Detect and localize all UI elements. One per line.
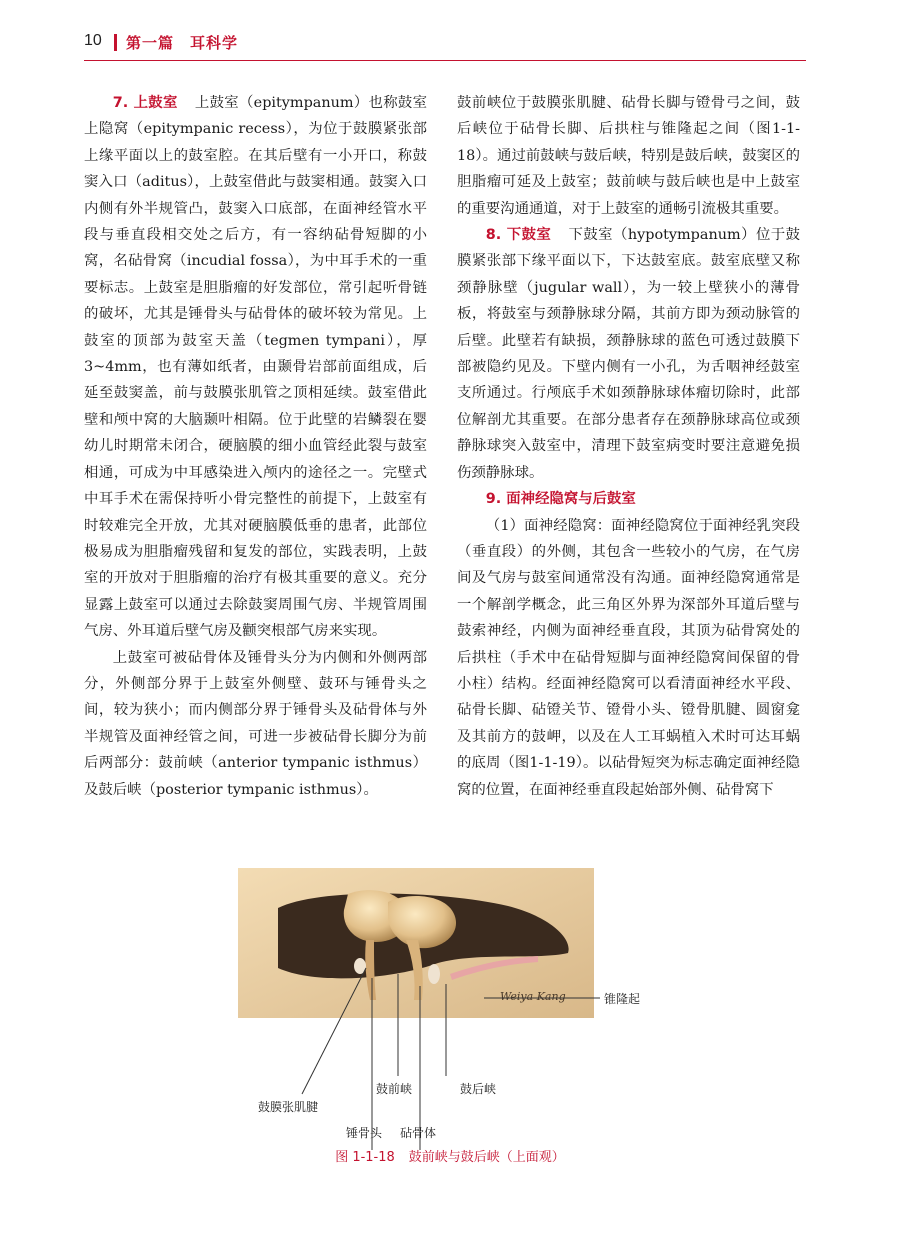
figure-1-1-18 (238, 868, 658, 1140)
artist-signature: Weiya Kang (500, 990, 566, 1003)
paragraph-hypotympanum (457, 222, 800, 486)
left-column (84, 90, 427, 803)
label-pyramidal-eminence: 锥隆起 (604, 992, 641, 1006)
paragraph-text: 上鼓室（epitympanum）也称鼓室上隐窝（epitympanic recess），为位于鼓膜紧张部上缘平面以上的鼓室腔。在其后壁有一小开口，称鼓窦入口（aditus），上鼓室借此与鼓窦相通。鼓窦入口内侧有外半规管凸，鼓窦入口底部，在面神经管水平段与垂直段相交处之后方，有一容纳砧骨短脚的小窝，名砧骨窝（incudial fossa），为中耳手术的一重要标志。上鼓室是胆脂瘤的好发部位，常引起听骨链的破坏，尤其是锤骨头与砧骨体的破坏较为常见。上鼓室的顶部为鼓室天盖（tegmen tympani），厚3~4mm，也有薄如纸者，由颞骨岩部前面组成，后延至鼓窦盖，前与鼓膜张肌管之顶相延续。鼓室借此壁和颅中窝的大脑颞叶相隔。位于此壁的岩鳞裂在婴幼儿时期常未闭合，硬脑膜的细小血管经此裂与鼓室相通，可成为中耳感染进入颅内的途径之一。完壁式中耳手术在需保持听小骨完整性的前提下，上鼓室有时较难完全开放，尤其对硬脑膜低垂的患者，此部位极易成为胆脂瘤残留和复发的部位，实践表明，上鼓室的开放对于胆脂瘤的治疗有极其重要的意义。充分显露上鼓室可以通过去除鼓窦周围气房、半规管周围气房、外耳道后壁气房及颧突根部气房来实现。 (84, 95, 427, 640)
paragraph-text: 下鼓室（hypotympanum）位于鼓膜紧张部下缘平面以下，下达鼓室底。鼓室底壁又称颈静脉壁（jugular wall），为一较上壁狭小的薄骨板，将鼓室与颈静脉球分隔，其前方即为颈动脉管的后壁。此壁若有缺损，颈静脉球的蓝色可透过鼓膜下部被隐约见及。下壁内侧有一小孔，为舌咽神经鼓室支所通过。行颅底手术如颈静脉球体瘤切除时，此部位解剖尤其重要。在部分患者存在颈静脉球高位或颈静脉球突入鼓室中，清理下鼓室病变时要注意避免损伤颈静脉球。 (457, 227, 800, 481)
leader-tensor (302, 968, 366, 1094)
label-posterior-isthmus: 鼓后峡 (460, 1082, 497, 1096)
header-rule (84, 60, 806, 61)
heading-facial-recess: 9. 面神经隐窝与后鼓室 (485, 491, 636, 508)
section-title: 第一篇 耳科学 (126, 34, 239, 52)
paragraph-epitympanum (84, 90, 427, 645)
label-malleus-head: 锤骨头 (346, 1126, 383, 1140)
paragraph-isthmus-continued: 鼓前峡位于鼓膜张肌腱、砧骨长脚与镫骨弓之间，鼓后峡位于砧骨长脚、后拱柱与锥隆起之间（图1-1-18）。通过前鼓峡与鼓后峡，特别是鼓后峡，鼓窦区的胆脂瘤可延及上鼓室；鼓前峡与鼓后峡也是中上鼓室的重要沟通通道，对于上鼓室的通畅引流极其重要。 (457, 95, 800, 217)
paragraph-epitympanum-division: 上鼓室可被砧骨体及锤骨头分为内侧和外侧两部分，外侧部分界于上鼓室外侧壁、鼓环与锤骨头之间，较为狭小；而内侧部分界于锤骨头及砧骨体与外半规管及面神经管之间，可进一步被砧骨长脚分为前后两部分：鼓前峡（anterior tympanic isthmus）及鼓后峡（posterior tympanic isthmus）。 (84, 649, 427, 798)
heading-epitympanum: 7. 上鼓室 (112, 95, 178, 111)
caption-text: 鼓前峡与鼓后峡（上面观） (408, 1150, 565, 1165)
header-divider (114, 34, 117, 51)
label-incus-body: 砧骨体 (400, 1126, 437, 1140)
label-tensor-tendon: 鼓膜张肌腱 (258, 1100, 319, 1114)
heading-hypotympanum: 8. 下鼓室 (485, 227, 552, 244)
caption-number: 图 1-1-18 (335, 1150, 395, 1165)
figure-caption (0, 1146, 900, 1165)
paragraph-facial-recess: （1）面神经隐窝：面神经隐窝位于面神经乳突段（垂直段）的外侧，其包含一些较小的气房，在气房间及气房与鼓室间通常没有沟通。面神经隐窝通常是一个解剖学概念，此三角区外界为深部外耳道后壁与鼓索神经，内侧为面神经垂直段，其顶为砧骨窝处的后拱柱（手术中在砧骨短脚与面神经隐窝间保留的骨小柱）结构。经面神经隐窝可以看清面神经水平段、砧骨长脚、砧镫关节、镫骨小头、镫骨肌腱、圆窗龛及其前方的鼓岬，以及在人工耳蜗植入术时可达耳蜗的底周（图1-1-19）。以砧骨短突为标志确定面神经隐窝的位置，在面神经垂直段起始部外侧、砧骨窝下 (457, 517, 800, 798)
label-anterior-isthmus: 鼓前峡 (376, 1082, 413, 1096)
page-number: 10 (84, 32, 102, 49)
page-header (84, 30, 806, 60)
right-column (457, 90, 800, 803)
